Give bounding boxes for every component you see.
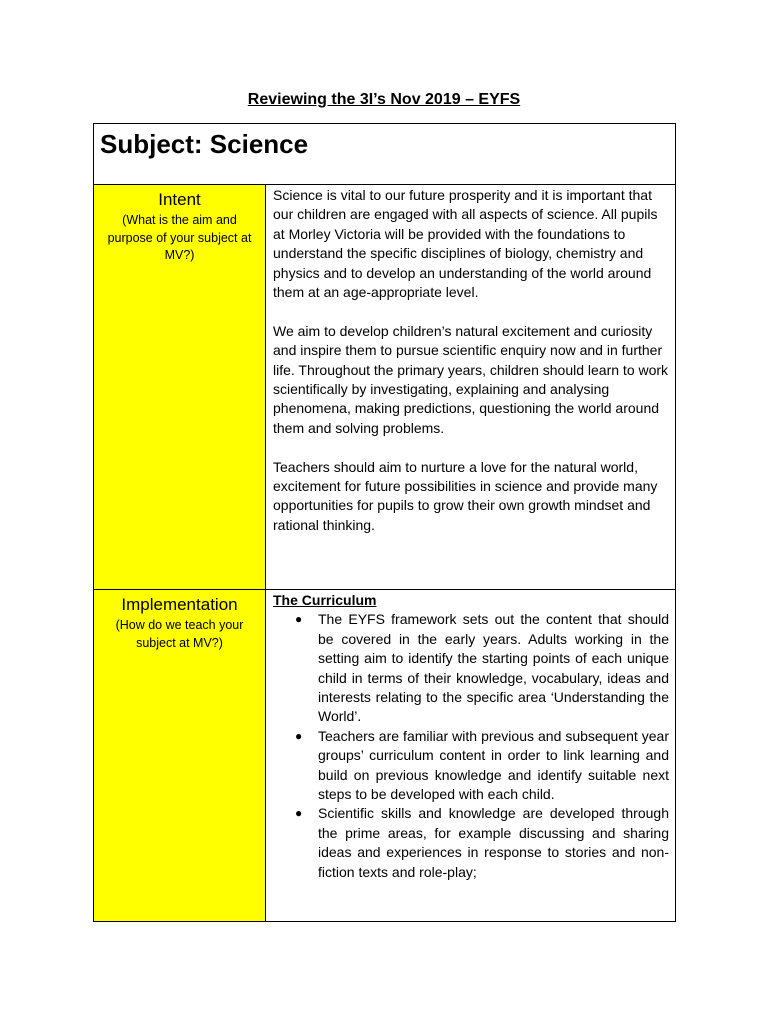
bullet-text: The EYFS framework sets out the content that should be covered in the early years. Adults working in the setting aim to identify the starting points of each unique child in terms of their knowledge, vocabulary, ideas and interests relating to the specific area ‘Understanding the World’. — [318, 611, 669, 725]
intent-paragraph: Teachers should aim to nurture a love for the natural world, excitement for future possibilities in science and provide many opportunities for pupils to grow their own growth mindset and rational thinking. — [273, 458, 658, 533]
implementation-subheading: (How do we teach your subject at MV?) — [115, 618, 244, 650]
subject-header-row — [94, 124, 675, 185]
intent-paragraph: Science is vital to our future prosperity and it is important that our children are engaged with all aspects of science. All pupils at Morley Victoria will be provided with the foundations to understand the specific disciplines of biology, chemistry and physics and to develop an understanding of the world around them at an age-appropriate level. — [273, 187, 658, 301]
curriculum-bullet-list — [273, 610, 669, 882]
bullet-icon: ● — [295, 612, 303, 627]
implementation-row — [94, 590, 675, 921]
implementation-label-cell — [94, 590, 266, 921]
intent-content-cell — [266, 185, 675, 589]
intent-paragraph: We aim to develop children’s natural excitement and curiosity and inspire them to pursue scientific enquiry now and in further life. Throughout the primary years, children should learn to work scientifically by investigating, explaining and analysing phenomena, making predictions, questioning the world around them and solving problems. — [273, 322, 669, 436]
intent-row — [94, 185, 675, 590]
intent-heading: Intent — [158, 190, 201, 209]
subject-table — [93, 123, 676, 922]
curriculum-heading: The Curriculum — [273, 592, 377, 608]
intent-subheading: (What is the aim and purpose of your subject at MV?) — [107, 213, 252, 262]
list-item — [273, 727, 669, 805]
bullet-icon: ● — [295, 806, 303, 821]
list-item — [273, 610, 669, 726]
list-item — [273, 804, 669, 882]
bullet-text: Scientific skills and knowledge are developed through the prime areas, for example discussing and sharing ideas and experiences in response to stories and non-fiction texts and role-play; — [318, 805, 669, 880]
bullet-icon: ● — [295, 728, 303, 743]
subject-title: Subject: Science — [100, 129, 309, 159]
implementation-heading: Implementation — [121, 595, 238, 614]
implementation-content-cell — [266, 590, 675, 921]
document-title: Reviewing the 3I’s Nov 2019 – EYFS — [247, 91, 521, 108]
intent-label-cell — [94, 185, 266, 589]
bullet-text: Teachers are familiar with previous and subsequent year groups’ curriculum content in order to link learning and build on previous knowledge and identify suitable next steps to be developed with each child. — [318, 727, 669, 803]
